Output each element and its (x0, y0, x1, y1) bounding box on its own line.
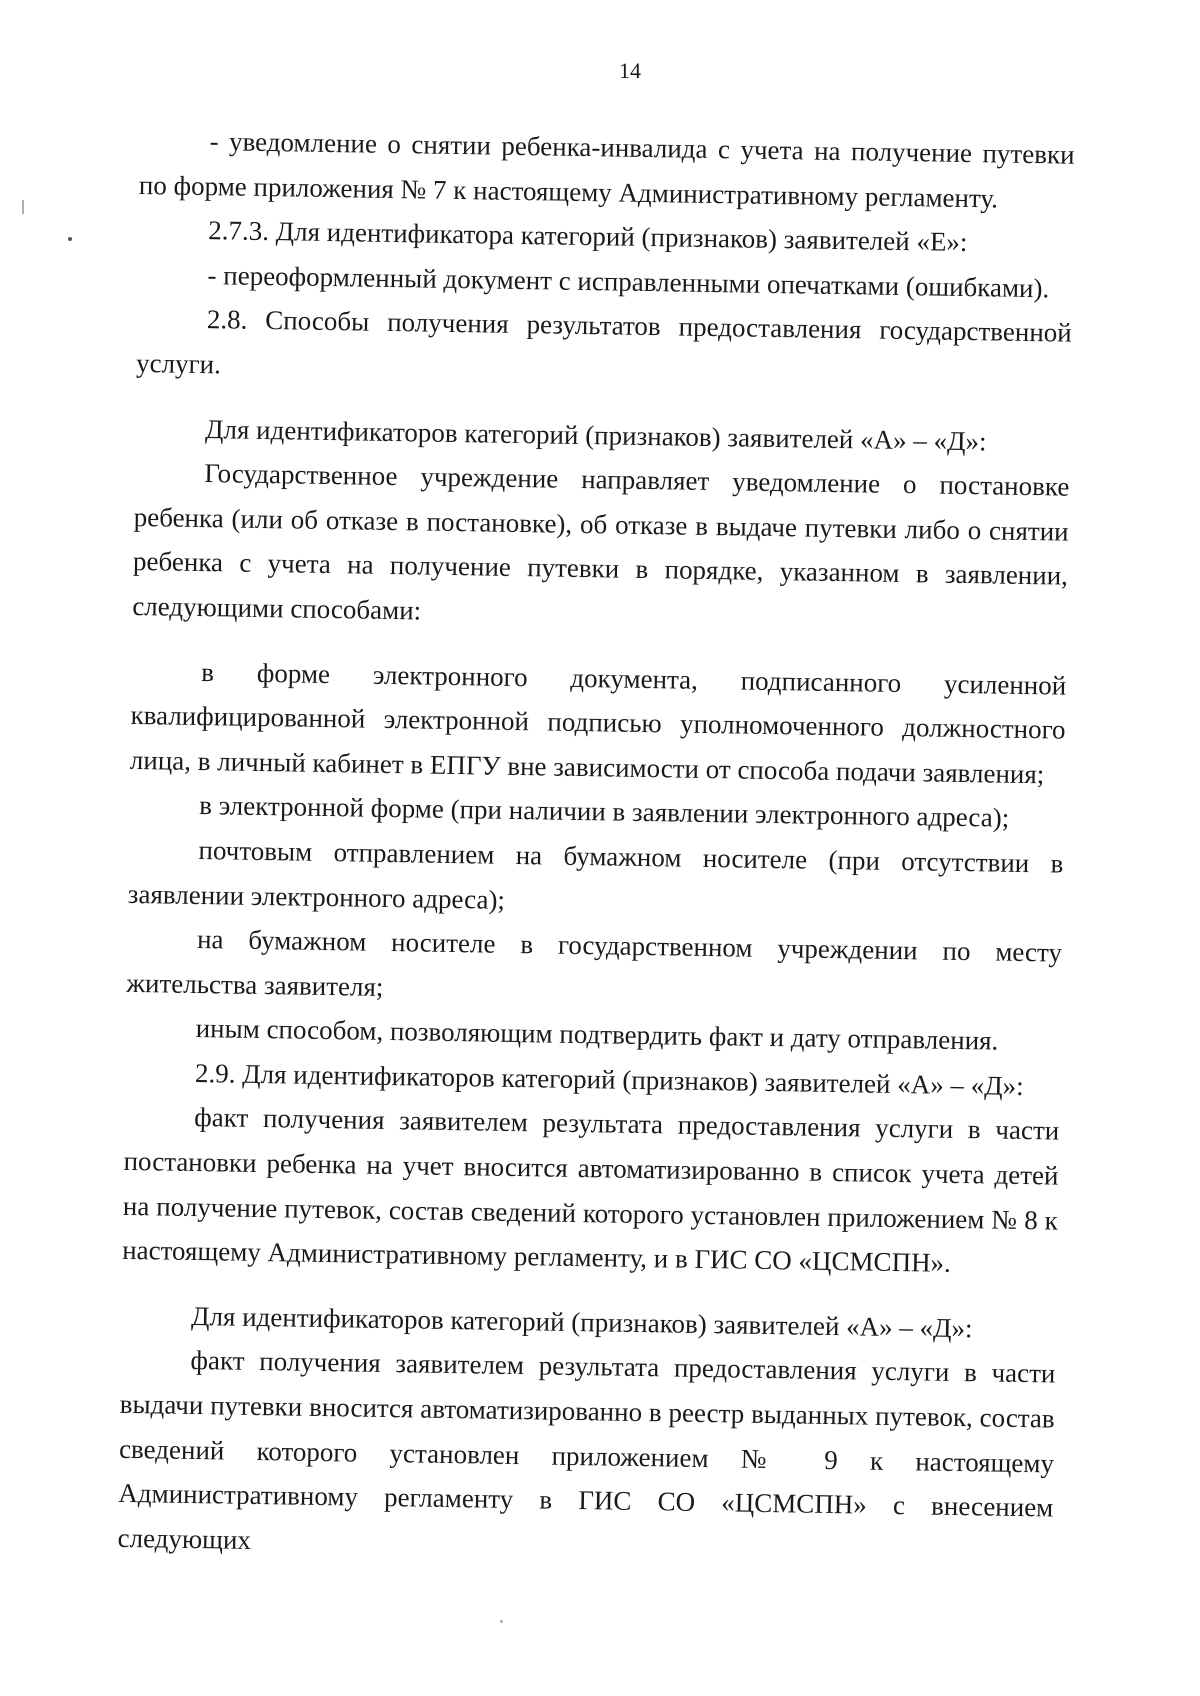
paragraph: 2.8. Способы получения результатов предоставления государственной услуги. (135, 304, 1072, 380)
paragraph: Для идентификаторов категорий (признаков) заявителей «А» – «Д»: (204, 413, 987, 456)
scan-artifact (500, 1620, 503, 1623)
paragraph: - уведомление о снятии ребенка-инвалида с учета на получение путевки по форме приложения № 7 к настоящему Административному регламенту. (138, 126, 1075, 214)
paragraph: 2.9. Для идентификаторов категорий (признаков) заявителей «А» – «Д»: (194, 1057, 1024, 1101)
paragraph: в электронной форме (при наличии в заявлении электронного адреса); (198, 790, 1010, 834)
paragraph: в форме электронного документа, подписанного усиленной квалифицированной электронной подписью уполномоченного должностного лица, в личный кабинет в ЕПГУ вне зависимости от способа подачи заявления; (129, 656, 1067, 790)
scan-artifact (68, 237, 72, 241)
paragraph: - переоформленный документ с исправленными опечатками (ошибками). (207, 259, 1050, 304)
paragraph: иным способом, позволяющим подтвердить факт и дату отправления. (195, 1013, 999, 1056)
paragraph: факт получения заявителем результата предоставления услуги в части постановки ребенка на учет вносится автоматизированно в список учета детей на получение путевок, состав сведений которого установлен приложением № 8 к настоящему Административному регламенту, и в ГИС СО «ЦСМСПН». (121, 1102, 1060, 1279)
paragraph: 2.7.3. Для идентификатора категорий (признаков) заявителей «Е»: (208, 215, 968, 258)
paragraph: Государственное учреждение направляет уведомление о постановке ребенка (или об отказе в постановке), об отказе в выдаче путевки либо о снятии ребенка с учета на получение путевки в порядке, указанном в заявлении, следующими способами: (132, 458, 1070, 626)
paragraph: Для идентификаторов категорий (признаков) заявителей «А» – «Д»: (190, 1300, 973, 1344)
scan-artifact (22, 200, 24, 214)
paragraph: почтовым отправлением на бумажном носителе (при отсутствии в заявлении электронного адреса); (127, 834, 1064, 915)
paragraph: факт получения заявителем результата предоставления услуги в части выдачи путевки вносится автоматизированно в реестр выданных путевок, состав сведений которого установлен приложением № 9 к настоящему Административному регламенту в ГИС СО «ЦСМСПН» с внесением следующих (117, 1345, 1056, 1555)
document-body (117, 118, 1075, 1575)
paragraph: на бумажном носителе в государственном учреждении по месту жительства заявителя; (126, 924, 1063, 1002)
page-number: 14 (619, 58, 641, 83)
